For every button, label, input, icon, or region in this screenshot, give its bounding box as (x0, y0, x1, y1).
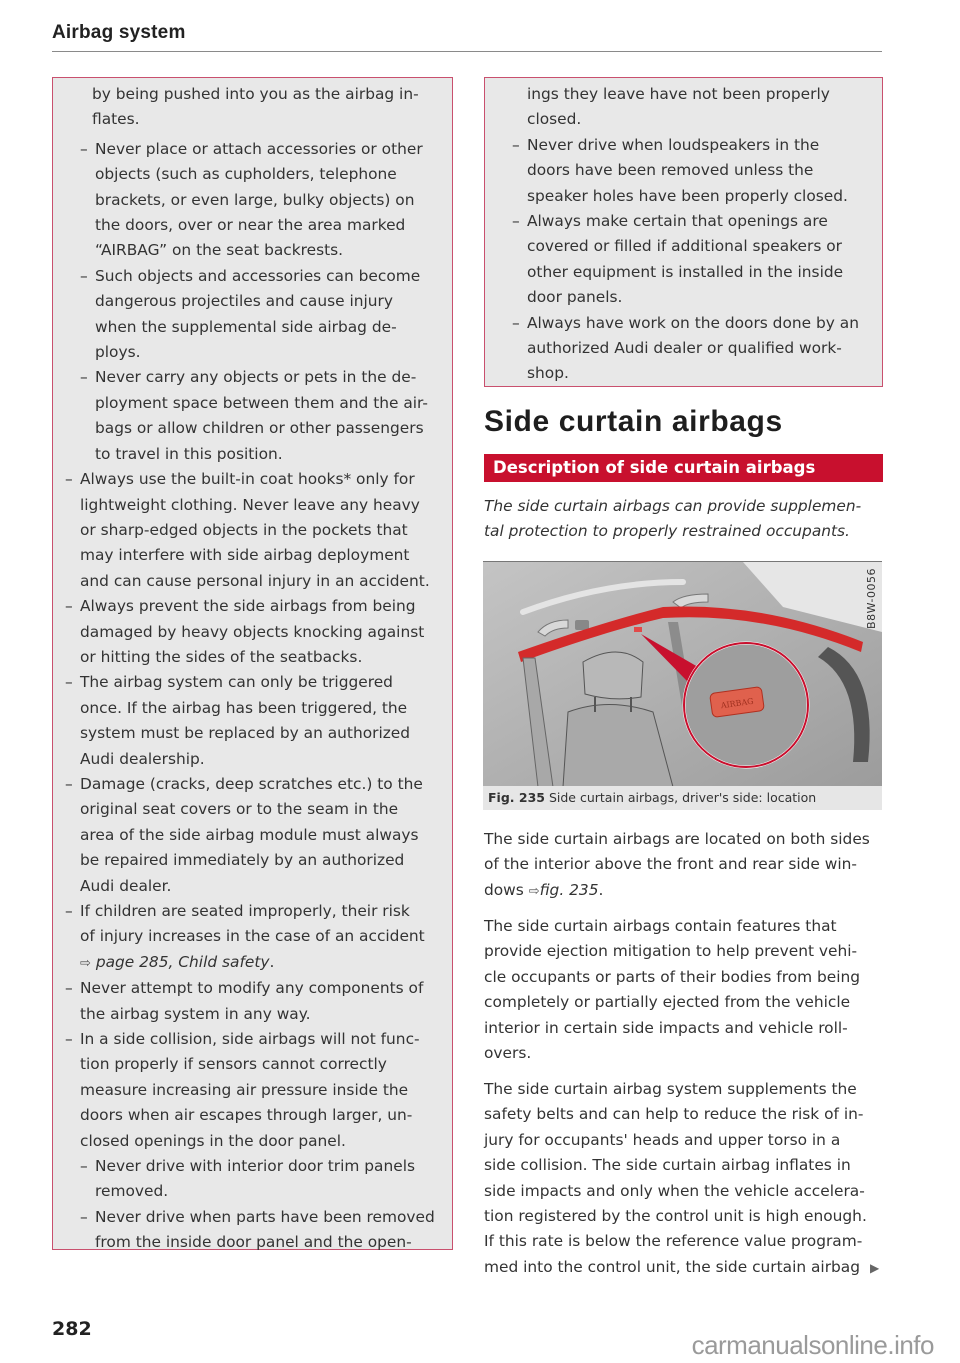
text-line: tal protection to properly restrained occupants. (484, 522, 850, 541)
warning-item-text (527, 133, 848, 209)
text-line: Never carry any objects or pets in the de- (95, 368, 417, 387)
warning-item-text (80, 670, 410, 772)
text-line: lightweight clothing. Never leave any heavy (80, 495, 420, 514)
figure-reference-link[interactable]: fig. 235 (539, 880, 599, 899)
continue-arrow-icon: ▶ (870, 1260, 880, 1275)
text-line: may interfere with side airbag deployment (80, 546, 410, 565)
text-line: ployment space between them and the air- (95, 393, 428, 412)
text-line: damaged by heavy objects knocking against (80, 622, 425, 641)
warning-item-text (80, 594, 424, 670)
lead-text (497, 82, 872, 133)
lead-text (65, 82, 440, 133)
warning-list-item (65, 467, 440, 594)
text-line: tion registered by the control unit is high enough. (484, 1207, 867, 1226)
text-line: Such objects and accessories can become (95, 266, 421, 285)
dash-bullet-icon: – (65, 902, 73, 920)
warning-item-text (80, 899, 425, 976)
text-line: measure increasing air pressure inside the (80, 1080, 409, 1099)
warning-item-text (80, 976, 423, 1027)
text-line: Always prevent the side airbags from being (80, 597, 416, 616)
text-line: door panels. (527, 288, 623, 307)
text-line: by being pushed into you as the airbag in- (92, 85, 419, 103)
figure-caption-text: Side curtain airbags, driver's side: location (548, 790, 817, 805)
text-line: covered or filled if additional speakers or (527, 237, 843, 256)
text-line: and can cause personal injury in an accident. (80, 571, 430, 590)
text-line: dangerous projectiles and cause injury (95, 292, 393, 311)
text-line: closed openings in the door panel. (80, 1131, 346, 1150)
text-line: “AIRBAG” on the seat backrests. (95, 241, 344, 260)
chapter-title: Airbag system (52, 22, 186, 43)
warning-item-text (80, 772, 423, 899)
warning-item-text (95, 365, 428, 467)
dash-bullet-icon: – (65, 673, 73, 692)
subsection-title: Description of side curtain airbags (484, 454, 883, 482)
text-line: shop. (527, 364, 569, 383)
text-line: bags or allow children or other passengers (95, 419, 424, 438)
text-line: of the interior above the front and rear side win- (484, 855, 857, 874)
text-line (484, 878, 889, 904)
body-paragraph-1 (484, 827, 889, 904)
text-line: or hitting the sides of the seatbacks. (80, 647, 363, 666)
text-line: side collision. The side curtain airbag inflates in (484, 1156, 851, 1175)
text-line: of injury increases in the case of an accident (80, 927, 425, 946)
dash-bullet-icon: – (65, 597, 73, 616)
text-line: doors when air escapes through larger, un- (80, 1106, 413, 1125)
warning-item-text (95, 1205, 435, 1256)
figure-label: Fig. 235 (488, 790, 545, 805)
warning-item-text (527, 311, 859, 387)
section-intro (484, 494, 884, 545)
warning-list-item (65, 365, 440, 467)
warning-item-text (95, 264, 420, 366)
text-line: Damage (cracks, deep scratches etc.) to the (80, 774, 423, 793)
warning-list (497, 133, 872, 387)
text-line: objects (such as cupholders, telephone (95, 165, 397, 184)
text-line: If this rate is below the reference value program- (484, 1232, 863, 1251)
text-line: The side curtain airbags are located on both sides (484, 830, 870, 848)
text-line: the airbag system in any way. (80, 1004, 311, 1023)
text-line: provide ejection mitigation to help prevent vehi- (484, 942, 858, 961)
text-line: The airbag system can only be triggered (80, 673, 393, 692)
text-line: side impacts and only when the vehicle accelera- (484, 1181, 865, 1200)
text-line: ploys. (95, 343, 141, 362)
text-fragment: dows (484, 880, 524, 899)
text-line: If children are seated improperly, their risk (80, 902, 410, 920)
text-line: from the inside door panel and the open- (95, 1233, 412, 1252)
text-line (484, 1255, 889, 1281)
text-line: jury for occupants' heads and upper torso in a (484, 1130, 841, 1149)
text-line: overs. (484, 1044, 532, 1063)
text-line: Audi dealer. (80, 876, 172, 895)
warning-list-item (497, 209, 872, 311)
dash-bullet-icon: – (80, 266, 88, 285)
dash-bullet-icon: – (512, 212, 520, 231)
text-line: completely or partially ejected from the vehicle (484, 993, 851, 1012)
warning-list-item (65, 1154, 440, 1205)
text-line: authorized Audi dealer or qualified work- (527, 339, 842, 358)
warning-list-item (65, 899, 440, 976)
text-line: Audi dealership. (80, 749, 205, 768)
warning-box-left (52, 77, 453, 1250)
text-line: other equipment is installed in the inside (527, 262, 844, 281)
text-line: Always have work on the doors done by an (527, 313, 859, 332)
text-line: tion properly if sensors cannot correctly (80, 1055, 387, 1074)
warning-list (65, 137, 440, 1256)
text-line: original seat covers or to the seam in the (80, 800, 399, 819)
body-paragraph-2 (484, 914, 889, 1066)
text-line: closed. (527, 110, 582, 129)
dash-bullet-icon: – (512, 135, 520, 154)
warning-list-item (65, 594, 440, 670)
text-line: The side curtain airbags can provide supplemen- (484, 497, 862, 515)
text-line: when the supplemental side airbag de- (95, 317, 397, 336)
text-line: speaker holes have been properly closed. (527, 186, 848, 205)
text-line: removed. (95, 1182, 169, 1201)
figure-code: B8W-0056 (865, 568, 878, 629)
text-line (80, 950, 425, 976)
cross-reference-arrow-icon: ⇨ (528, 883, 540, 899)
figure-235 (483, 561, 882, 810)
cross-reference-arrow-icon: ⇨ (80, 955, 91, 971)
text-line: area of the side airbag module must always (80, 825, 419, 844)
text-line: Never attempt to modify any components of (80, 979, 424, 998)
text-line: Never place or attach accessories or other (95, 139, 423, 158)
text-line: system must be replaced by an authorized (80, 724, 411, 743)
page-reference-link[interactable]: page 285, Child safety (95, 952, 270, 971)
dash-bullet-icon: – (65, 979, 73, 998)
text-fragment: . (598, 880, 604, 899)
text-line: The side curtain airbag system supplements the (484, 1080, 857, 1098)
figure-caption (483, 786, 882, 810)
page-header (52, 22, 882, 52)
warning-list-item (497, 311, 872, 387)
text-fragment: med into the control unit, the side curtain airbag (484, 1257, 861, 1276)
text-line: Never drive when parts have been removed (95, 1207, 435, 1226)
text-line: doors have been removed unless the (527, 161, 814, 180)
text-line: to travel in this position. (95, 444, 283, 463)
page-number: 282 (52, 1318, 92, 1340)
text-line: or sharp-edged objects in the pockets that (80, 520, 408, 539)
section-title: Side curtain airbags (484, 405, 783, 438)
text-line: interior in certain side impacts and vehicle roll- (484, 1018, 848, 1037)
warning-list-item (65, 670, 440, 772)
text-line: The side curtain airbags contain features that (484, 917, 837, 935)
warning-item-text (80, 467, 430, 594)
warning-box-right (484, 77, 883, 387)
text-line: ings they leave have not been properly (527, 85, 830, 103)
text-line: Always make certain that openings are (527, 212, 828, 231)
text-line: In a side collision, side airbags will not func- (80, 1030, 420, 1049)
warning-list-item (497, 133, 872, 209)
text-line: Always use the built-in coat hooks* only for (80, 470, 415, 489)
warning-list-item (65, 772, 440, 899)
text-line: cle occupants or parts of their bodies from being (484, 967, 861, 986)
dash-bullet-icon: – (80, 368, 88, 387)
text-line: be repaired immediately by an authorized (80, 851, 405, 870)
text-line: once. If the airbag has been triggered, the (80, 698, 408, 717)
body-paragraph-3 (484, 1077, 889, 1281)
dash-bullet-icon: – (80, 139, 88, 158)
text-line: the doors, over or near the area marked (95, 216, 406, 235)
warning-item-text (95, 137, 423, 264)
dash-bullet-icon: – (512, 313, 520, 332)
text-line: Never drive with interior door trim panels (95, 1157, 416, 1176)
watermark: carmanualsonline.info (691, 1330, 934, 1360)
warning-list-item (65, 1205, 440, 1256)
text-line: flates. (92, 110, 140, 129)
warning-list-item (65, 976, 440, 1027)
dash-bullet-icon: – (65, 1030, 73, 1049)
car-interior-illustration (483, 562, 882, 787)
warning-item-text (527, 209, 843, 311)
side-curtain-airbag-illustration (483, 561, 882, 787)
warning-item-text (80, 1027, 420, 1154)
warning-list-item (65, 137, 440, 264)
text-fragment: . (269, 952, 275, 971)
warning-item-text (95, 1154, 415, 1205)
text-line: brackets, or even large, bulky objects) on (95, 190, 415, 209)
warning-list-item (65, 1027, 440, 1154)
dash-bullet-icon: – (65, 774, 73, 793)
dash-bullet-icon: – (80, 1207, 88, 1226)
warning-list-item (65, 264, 440, 366)
dash-bullet-icon: – (80, 1157, 88, 1176)
svg-text:AIRBAG: AIRBAG (720, 696, 755, 711)
dash-bullet-icon: – (65, 470, 73, 489)
text-line: safety belts and can help to reduce the risk of in- (484, 1105, 864, 1124)
text-line: Never drive when loudspeakers in the (527, 135, 820, 154)
